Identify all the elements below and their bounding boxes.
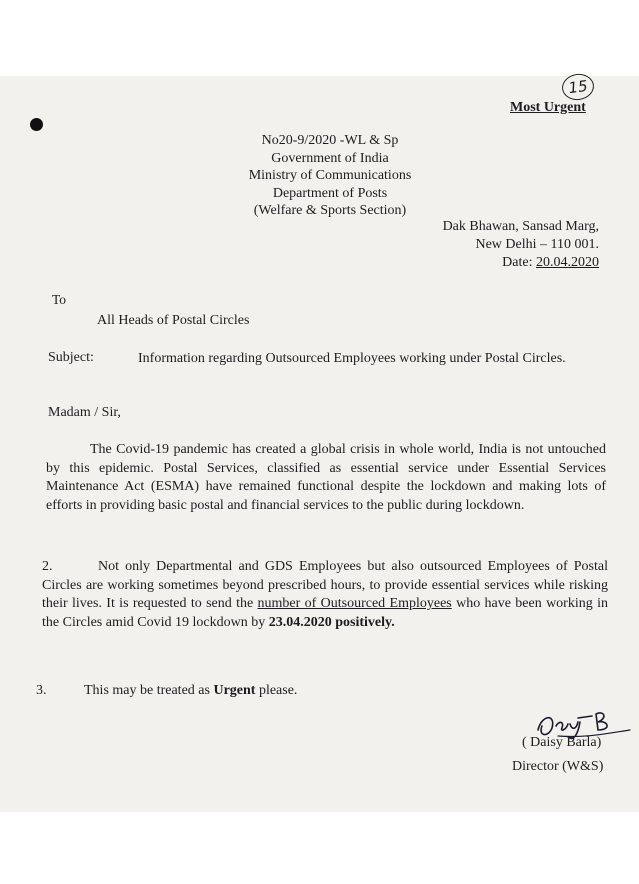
section-line: (Welfare & Sports Section): [253, 203, 407, 218]
address-line-1: Dak Bhawan, Sansad Marg,: [442, 219, 599, 234]
date-label: Date:: [502, 255, 536, 270]
paragraph-2-text-a: Not only Departmental and GDS Employees but also outsourced Employees of Postal Circles are working sometimes beyond prescribed hours, to provide essential services while risking their lives. It is requested to send the: [42, 559, 608, 611]
office-address: [443, 218, 599, 272]
paragraph-3: [36, 682, 436, 701]
salutation: Madam / Sir,: [48, 405, 121, 420]
signatory-title: Director (W&S): [512, 759, 604, 774]
paragraph-2-text-b: who have been working in the Circles amid Covid 19 lockdown by: [42, 596, 608, 630]
government-line: Government of India: [271, 150, 389, 166]
department-line: Department of Posts: [272, 185, 388, 201]
paragraph-1: The Covid-19 pandemic has created a global crisis in whole world, India is not untouched by this epidemic. Postal Services, classified as essential service under Essential Services Maintenance Act (ESMA) have remained functional despite the lockdown and making lots of efforts in providing basic postal and financial services to the public during lockdown.: [46, 442, 606, 513]
subject-label: Subject:: [48, 350, 94, 365]
reference-number: No20-9/2020 -WL & Sp: [261, 133, 399, 148]
letterhead: [200, 132, 460, 220]
paragraph-3-text-a: This may be treated as: [84, 683, 214, 698]
subject-text: Information regarding Outsourced Employees working under Postal Circles.: [138, 351, 566, 366]
paragraph-3-text-b: please.: [255, 683, 298, 698]
date-value: 20.04.2020: [536, 255, 599, 270]
paragraph-2: [42, 558, 608, 632]
paragraph-2-deadline: 23.04.2020 positively.: [268, 614, 395, 630]
letter-date: [443, 254, 599, 272]
page-number: 15: [560, 72, 595, 102]
ministry-line: Ministry of Communications: [248, 168, 412, 183]
recipient: All Heads of Postal Circles: [97, 313, 250, 328]
address-line-2: New Delhi – 110 001.: [475, 237, 599, 252]
priority-label: Most Urgent: [510, 100, 586, 115]
paragraph-3-number: 3.: [36, 683, 47, 698]
paragraph-3-bold: Urgent: [213, 683, 256, 698]
paragraph-2-underlined: number of Outsourced Employees: [257, 596, 452, 611]
punch-hole: [30, 118, 43, 131]
paragraph-2-number: 2.: [42, 559, 53, 574]
to-label: To: [52, 292, 67, 307]
signatory-name: ( Daisy Barla): [522, 735, 602, 750]
